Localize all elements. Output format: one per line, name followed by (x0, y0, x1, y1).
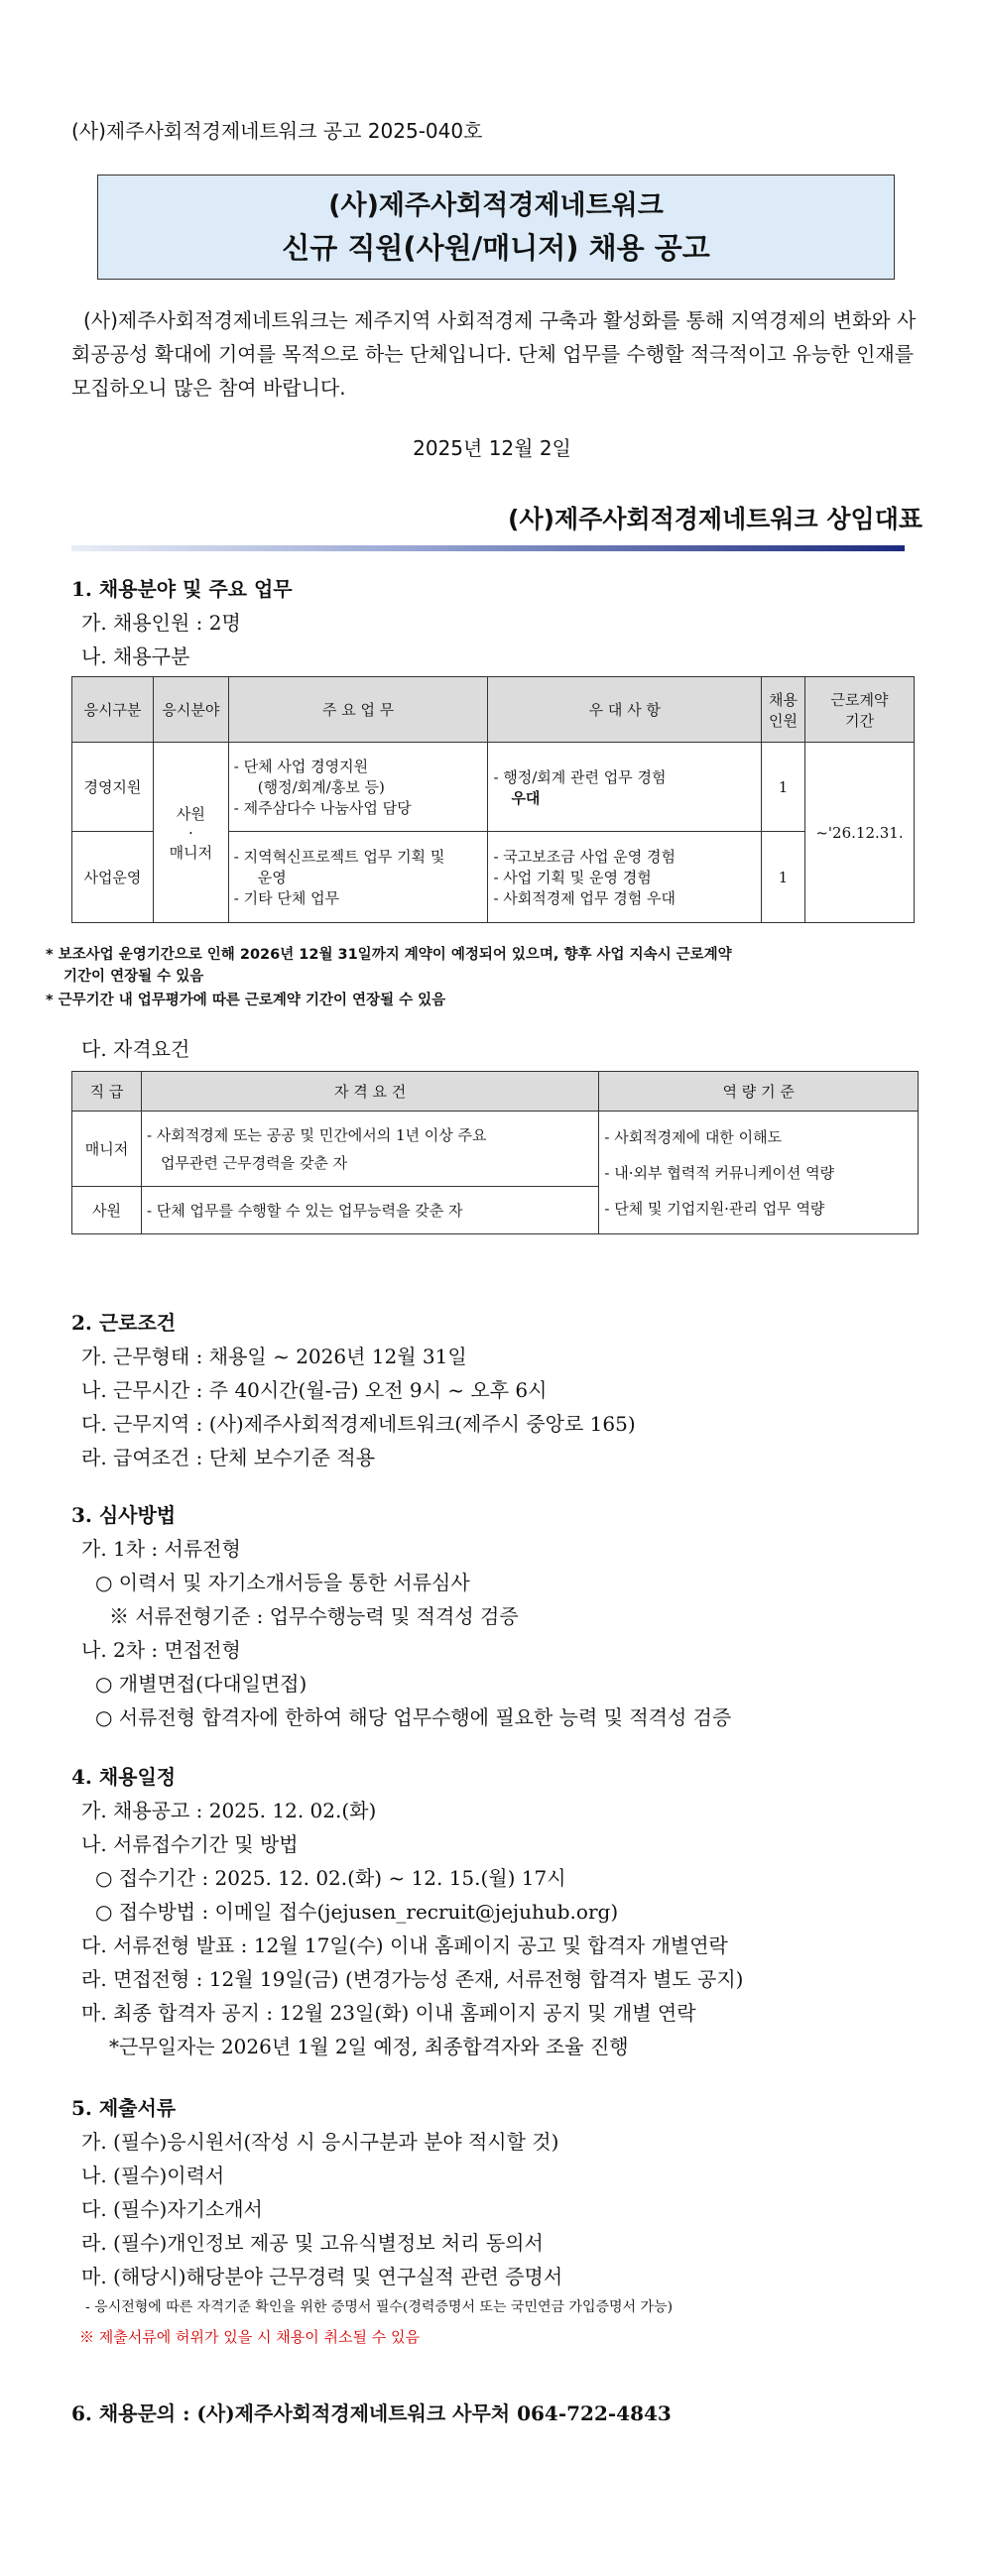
duty-line: - 지역혁신프로젝트 업무 기획 및 (233, 848, 445, 866)
doc-certificate: 마. (해당시)해당분야 근무경력 및 연구실적 관련 증명서 (81, 2265, 563, 2288)
notice-number: (사)제주사회적경제네트워크 공고 2025-040호 (71, 119, 483, 143)
duty-line: - 제주삼다수 나눔사업 담당 (233, 799, 412, 817)
row2-type: 사업운영 (72, 832, 154, 923)
stage1: 가. 1차 : 서류전형 (81, 1537, 241, 1561)
row1-duties (228, 743, 488, 832)
row2-duties (228, 832, 488, 923)
competency-cell (599, 1112, 919, 1234)
doc-privacy: 라. (필수)개인정보 제공 및 고유식별정보 처리 동의서 (81, 2231, 544, 2255)
row2-prefs (488, 832, 762, 923)
competency-line: - 단체 및 기업지원·관리 업무 역량 (604, 1199, 825, 1218)
th-count: 채용 인원 (762, 677, 805, 743)
field-cell (153, 743, 228, 923)
duty-line: - 단체 사업 경영지원 (233, 758, 369, 775)
schedule-doc-result: 다. 서류전형 발표 : 12월 17일(수) 이내 홈페이지 공고 및 합격자 개별연락 (81, 1933, 728, 1957)
th-period: 근로계약 기간 (804, 677, 914, 743)
req-line: 업무관련 근무경력을 갖춘 자 (160, 1153, 348, 1172)
work-hours: 나. 근무시간 : 주 40시간(월-금) 오전 9시 ~ 오후 6시 (81, 1378, 548, 1402)
qrow2-rank: 사원 (72, 1187, 142, 1234)
job-table (71, 676, 915, 923)
qth-req: 자 격 요 건 (141, 1072, 598, 1112)
stage2-detail: ○ 개별면접(다대일면접) (95, 1672, 308, 1696)
section5-heading: 5. 제출서류 (71, 2096, 177, 2120)
row1-type: 경영지원 (72, 743, 154, 832)
pref-line: - 사회적경제 업무 경험 우대 (493, 889, 676, 907)
section4-heading: 4. 채용일정 (71, 1765, 177, 1789)
salary: 라. 급여조건 : 단체 보수기준 적용 (81, 1446, 376, 1469)
qth-comp: 역 량 기 준 (599, 1072, 919, 1112)
signer: (사)제주사회적경제네트워크 상임대표 (508, 505, 922, 533)
note1-cont: 기간이 연장될 수 있음 (63, 969, 204, 985)
doc-warning: ※ 제출서류에 허위가 있을 시 채용이 취소될 수 있음 (79, 2328, 420, 2346)
schedule-announce: 가. 채용공고 : 2025. 12. 02.(화) (81, 1799, 377, 1822)
stage2-criteria: ○ 서류전형 합격자에 한하여 해당 업무수행에 필요한 능력 및 적격성 검증 (95, 1705, 732, 1729)
competency-line: - 내·외부 협력적 커뮤니케이션 역량 (604, 1163, 835, 1182)
qth-rank: 직 급 (72, 1072, 142, 1112)
doc-cover-letter: 다. (필수)자기소개서 (81, 2197, 263, 2221)
work-type: 가. 근무형태 : 채용일 ~ 2026년 12월 31일 (81, 1345, 467, 1368)
section2-heading: 2. 근로조건 (71, 1311, 177, 1335)
notice-date: 2025년 12월 2일 (413, 436, 571, 460)
field-dot: · (187, 823, 193, 842)
schedule-submission: 나. 서류접수기간 및 방법 (81, 1832, 299, 1856)
submission-method: ○ 접수방법 : 이메일 접수(jejusen_recruit@jejuhub.org) (95, 1900, 619, 1924)
stage1-criteria: ※ 서류전형기준 : 업무수행능력 및 적격성 검증 (109, 1604, 519, 1628)
period-cell: ~'26.12.31. (804, 743, 914, 923)
pref-line: - 국고보조금 사업 운영 경험 (493, 848, 676, 866)
stage1-detail: ○ 이력서 및 자기소개서등을 통한 서류심사 (95, 1571, 470, 1594)
divider-rule (71, 545, 905, 551)
duty-line: (행정/회계/홍보 등) (257, 778, 385, 796)
section3-heading: 3. 심사방법 (71, 1503, 177, 1527)
row1-count: 1 (762, 743, 805, 832)
doc-sub-note: - 응시전형에 따른 자격기준 확인을 위한 증명서 필수(경력증명서 또는 국민연금 가입증명서 가능) (85, 2299, 674, 2315)
submission-period: ○ 접수기간 : 2025. 12. 02.(화) ~ 12. 15.(월) 17시 (95, 1866, 566, 1890)
row1-prefs (488, 743, 762, 832)
doc-application: 가. (필수)응시원서(작성 시 응시구분과 분야 적시할 것) (81, 2130, 559, 2154)
hire-count: 가. 채용인원 : 2명 (81, 611, 241, 635)
th-field: 응시분야 (153, 677, 228, 743)
title-line1: (사)제주사회적경제네트워크 (328, 190, 664, 221)
duty-line: 운영 (257, 869, 287, 886)
req-line: - 사회적경제 또는 공공 및 민간에서의 1년 이상 주요 (146, 1125, 487, 1144)
start-date-note: *근무일자는 2026년 1월 2일 예정, 최종합격자와 조율 진행 (109, 2035, 629, 2058)
th-prefs: 우 대 사 항 (488, 677, 762, 743)
pref-line: - 사업 기획 및 운영 경험 (493, 869, 652, 886)
qrow1-req (141, 1112, 598, 1187)
duty-line: - 기타 단체 업무 (233, 889, 340, 907)
schedule-interview: 라. 면접전형 : 12월 19일(금) (변경가능성 존재, 서류전형 합격자 별도 공지) (81, 1967, 744, 1991)
hire-category: 나. 채용구분 (81, 644, 190, 668)
field-staff: 사원 (176, 804, 205, 823)
note1: * 보조사업 운영기간으로 인해 2026년 12월 31일까지 계약이 예정되어 있으며, 향후 사업 지속시 근로계약 (46, 947, 732, 963)
qualification-table (71, 1071, 919, 1234)
row2-count: 1 (762, 832, 805, 923)
competency-line: - 사회적경제에 대한 이해도 (604, 1127, 783, 1146)
th-duties: 주 요 업 무 (228, 677, 488, 743)
pref-line: 우대 (511, 788, 541, 807)
schedule-final: 마. 최종 합격자 공지 : 12월 23일(화) 이내 홈페이지 공지 및 개별 연락 (81, 2001, 696, 2025)
work-location: 다. 근무지역 : (사)제주사회적경제네트워크(제주시 중앙로 165) (81, 1412, 636, 1436)
qualification-label: 다. 자격요건 (81, 1037, 190, 1061)
pref-line: - 행정/회계 관련 업무 경험 (493, 767, 667, 786)
intro-paragraph: (사)제주사회적경제네트워크는 제주지역 사회적경제 구축과 활성화를 통해 지역경제의 변화와 사회공공성 확대에 기여를 목적으로 하는 단체입니다. 단체 업무를 수행할 적극적이고 유능한 인재를 모집하오니 많은 참여 바랍니다. (71, 308, 917, 400)
title-line2: 신규 직원(사원/매니저) 채용 공고 (282, 231, 710, 265)
section1-heading: 1. 채용분야 및 주요 업무 (71, 577, 293, 601)
note2: * 근무기간 내 업무평가에 따른 근로계약 기간이 연장될 수 있음 (46, 993, 446, 1008)
field-manager: 매니저 (169, 843, 213, 862)
section6-heading: 6. 채용문의 : (사)제주사회적경제네트워크 사무처 064-722-4843 (71, 2401, 672, 2425)
th-apply-type: 응시구분 (72, 677, 154, 743)
qrow1-rank: 매니저 (72, 1112, 142, 1187)
doc-resume: 나. (필수)이력서 (81, 2164, 225, 2187)
title-box (97, 175, 895, 280)
qrow2-req: - 단체 업무를 수행할 수 있는 업무능력을 갖춘 자 (141, 1187, 598, 1234)
stage2: 나. 2차 : 면접전형 (81, 1638, 241, 1662)
